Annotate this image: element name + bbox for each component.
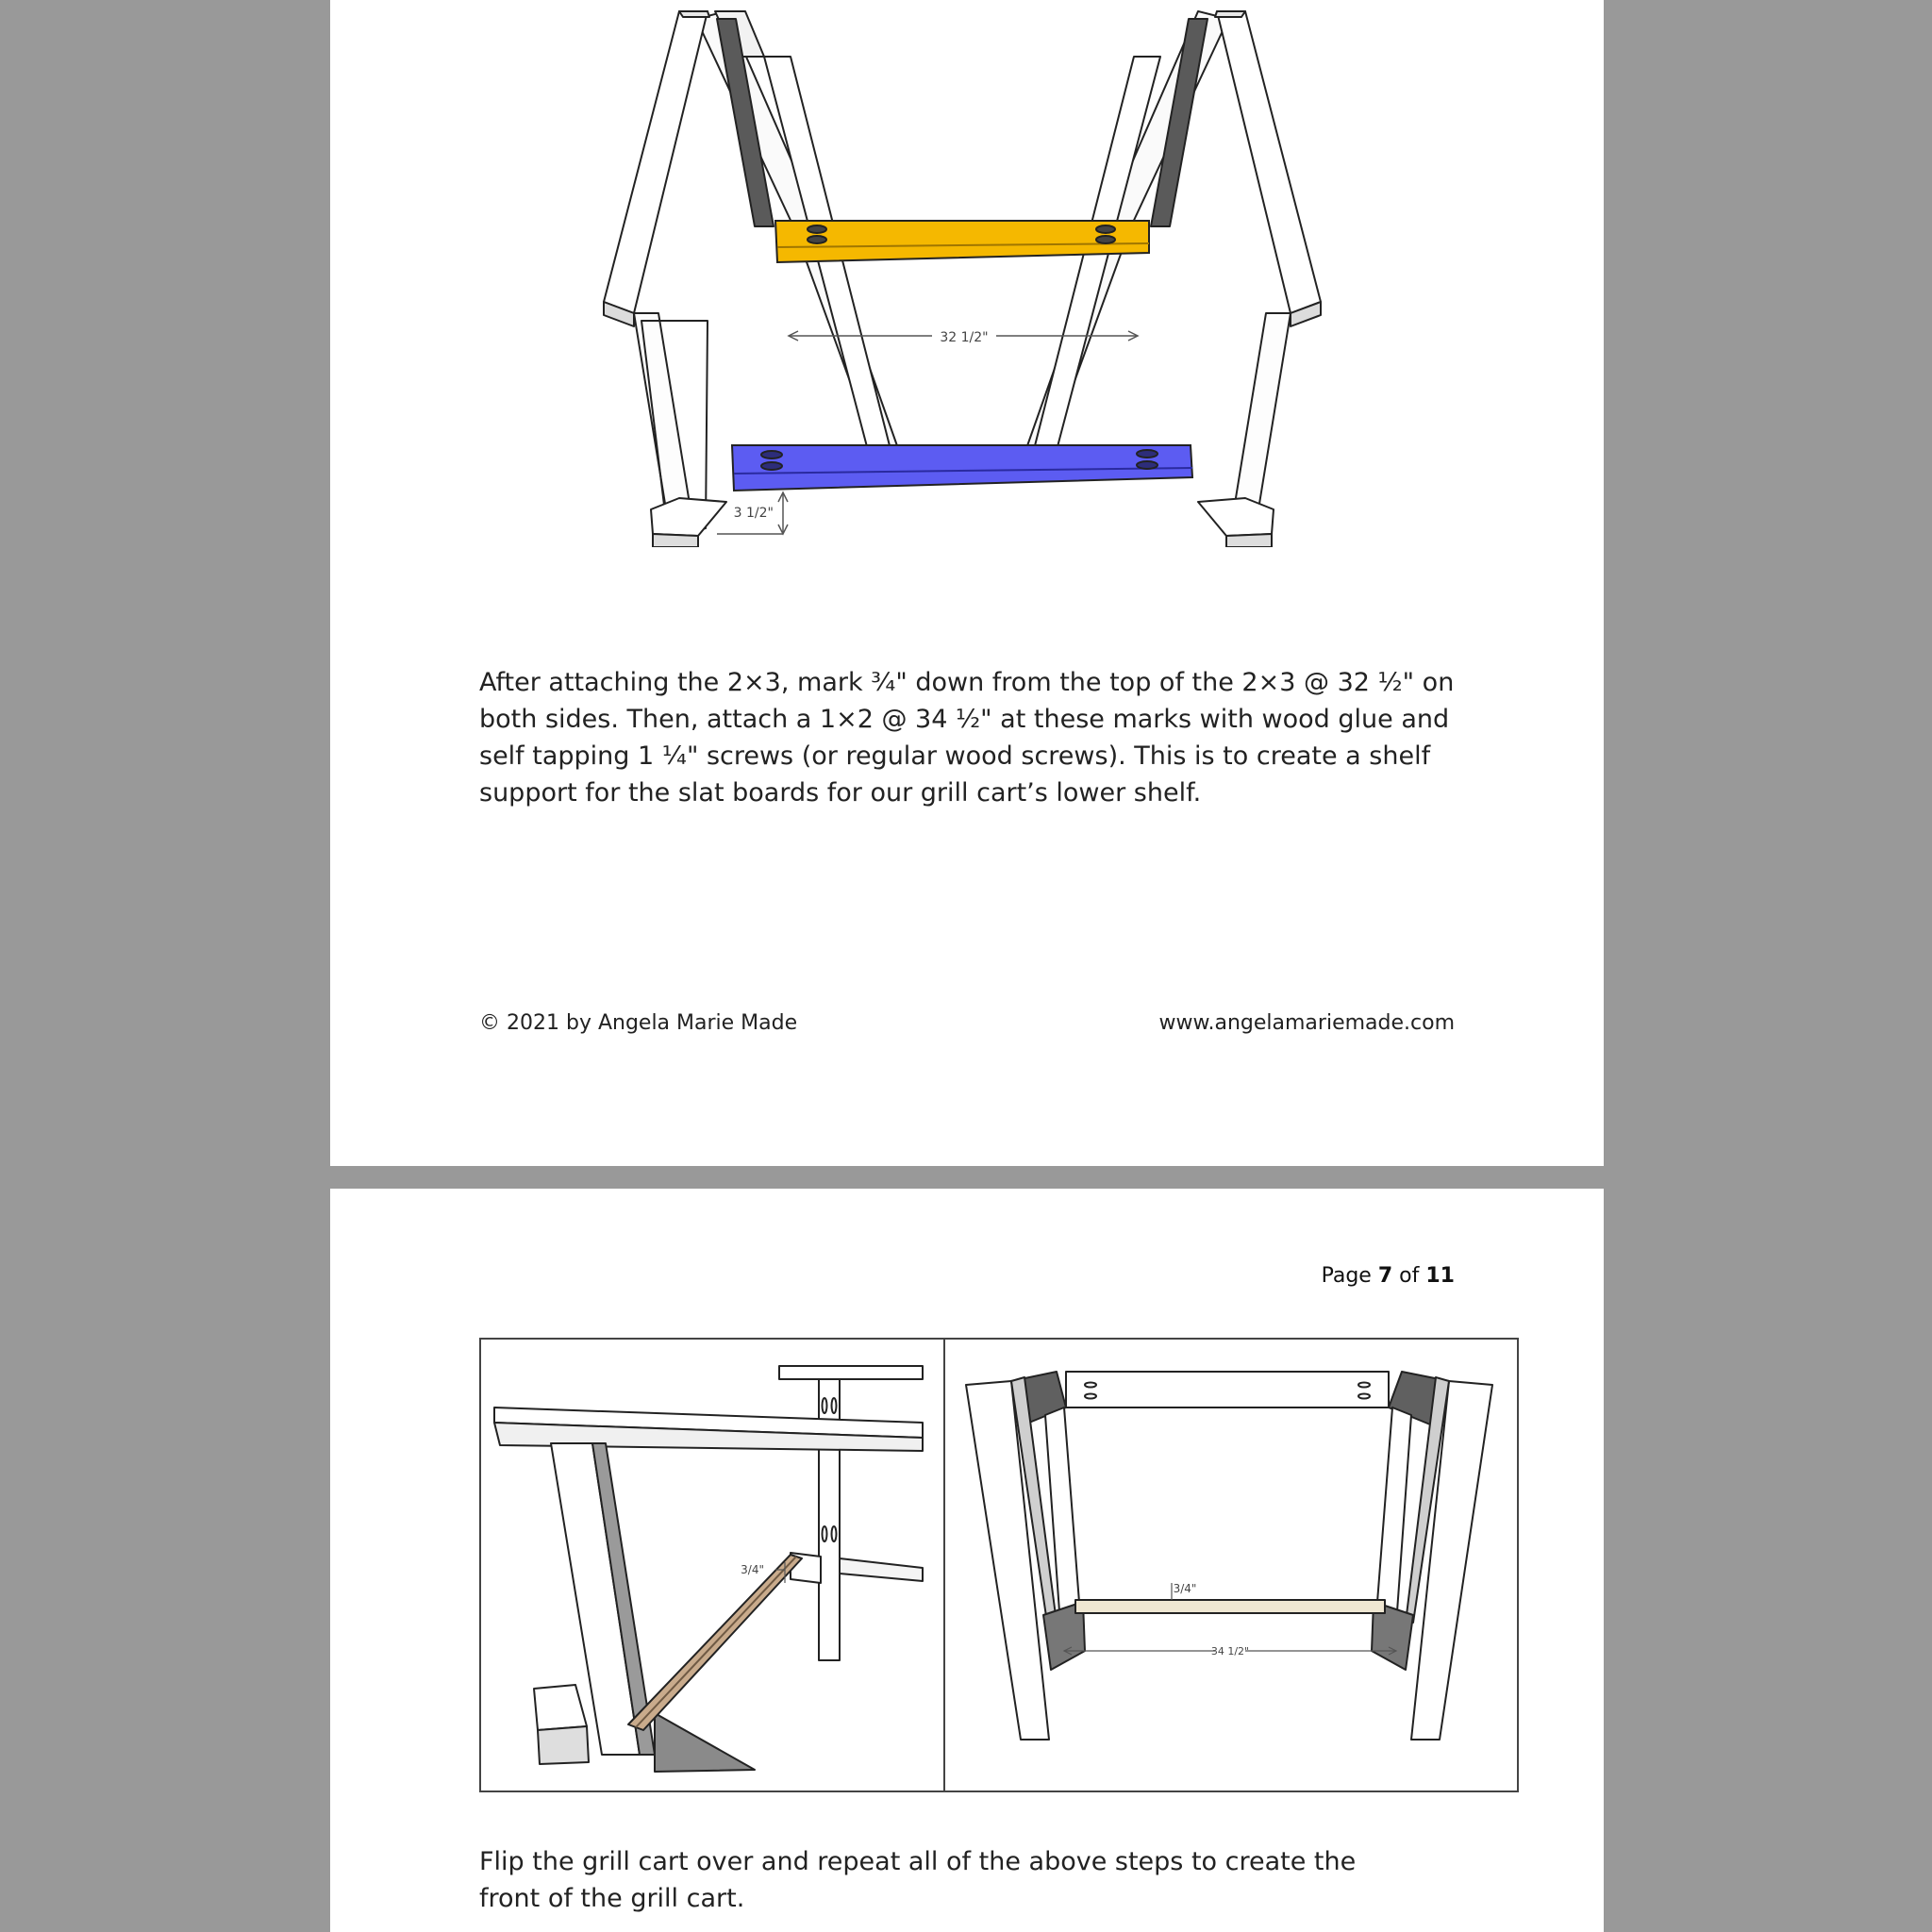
page-current: 7	[1377, 1264, 1393, 1288]
page-of: of	[1399, 1264, 1420, 1288]
dimension-label-left: 3/4"	[741, 1563, 764, 1576]
frame-front-view-diagram	[945, 1340, 1515, 1790]
footer-copyright: © 2021 by Angela Marie Made	[479, 1011, 798, 1035]
assembly-figure-panels	[479, 1338, 1519, 1792]
page-total: 11	[1425, 1264, 1455, 1288]
instruction-paragraph: After attaching the 2×3, mark ¾" down from the top of the 2×3 @ 32 ½" on both sides. Then, attach a 1×2 @ 34 ½" at these marks with wood glue and self tapping 1 ¼" screws (or regular wood screws). This is to create a shelf support for the slat boards for our grill cart’s lower shelf.	[479, 668, 1455, 808]
left-detail-panel	[481, 1340, 945, 1790]
dimension-label-width: 32 1/2"	[940, 330, 989, 345]
footer-website: www.angelamariemade.com	[1158, 1011, 1455, 1035]
dimension-label-height: 3 1/2"	[733, 506, 774, 521]
frame-assembly-diagram	[585, 0, 1340, 547]
page-word: Page	[1321, 1264, 1372, 1288]
dimension-label-top: 3/4"	[1173, 1582, 1197, 1595]
bottom-rail	[732, 445, 1192, 491]
shelf-support-closeup-diagram	[481, 1340, 941, 1790]
shelf-support-board	[1075, 1600, 1385, 1613]
page-number	[1322, 1264, 1455, 1288]
right-detail-panel	[945, 1340, 1517, 1790]
document-page-2	[330, 1189, 1604, 1932]
dimension-label-width: 34 1/2"	[1210, 1645, 1250, 1657]
document-page-1	[330, 0, 1604, 1166]
instruction-paragraph: Flip the grill cart over and repeat all of the above steps to create the front of the grill cart.	[479, 1847, 1357, 1913]
